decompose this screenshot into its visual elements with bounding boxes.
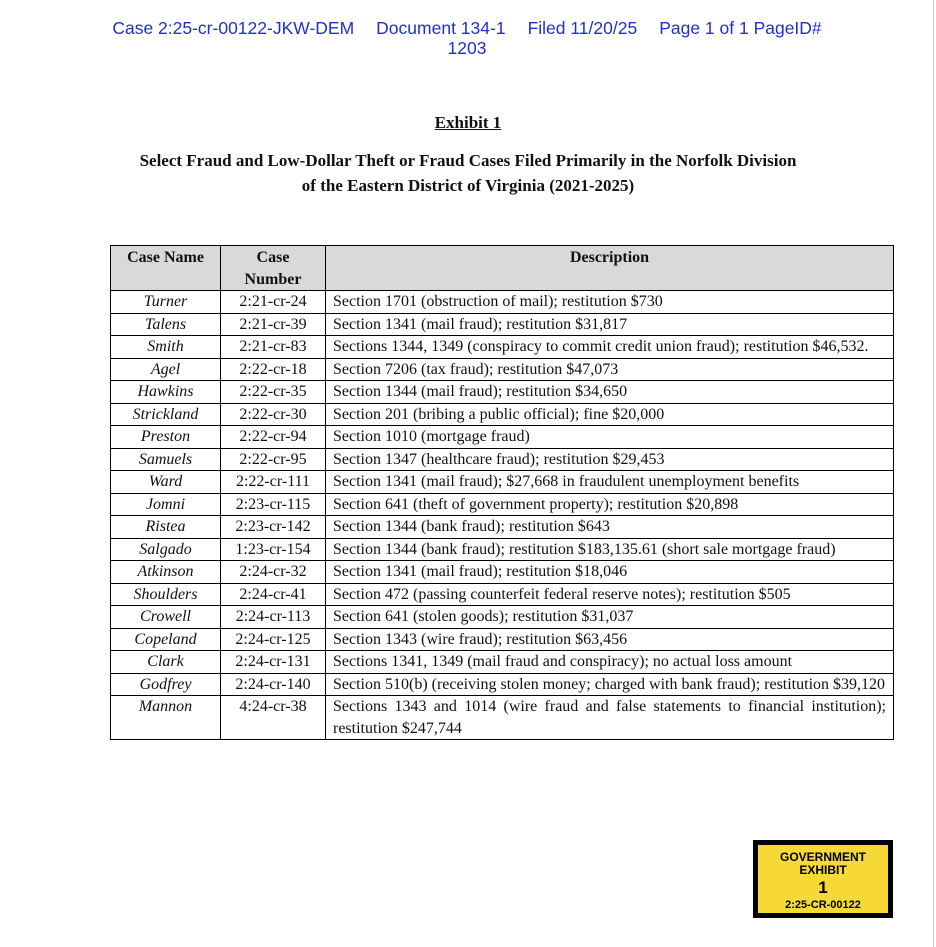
- table-row: [111, 628, 894, 651]
- case-name-cell: Jomni: [111, 493, 221, 516]
- header-pageid: 1203: [447, 38, 487, 58]
- title-line-1: Select Fraud and Low-Dollar Theft or Fraud Cases Filed Primarily in the Norfolk Division: [139, 151, 797, 170]
- exhibit-title: Exhibit 1: [434, 113, 502, 132]
- case-name-cell: Strickland: [111, 403, 221, 426]
- case-number-cell: 2:24-cr-140: [221, 673, 326, 696]
- description-cell: Section 1341 (mail fraud); $27,668 in fraudulent unemployment benefits: [326, 471, 894, 494]
- case-name-cell: Crowell: [111, 606, 221, 629]
- case-name-cell: Ristea: [111, 516, 221, 539]
- table-row: [111, 538, 894, 561]
- description-cell: Section 201 (bribing a public official); fine $20,000: [326, 403, 894, 426]
- header-filed: Filed 11/20/25: [527, 18, 638, 38]
- case-number-cell: 1:23-cr-154: [221, 538, 326, 561]
- case-name-cell: Godfrey: [111, 673, 221, 696]
- case-name-cell: Samuels: [111, 448, 221, 471]
- ecf-header: [82, 18, 852, 58]
- table-header-row: [111, 246, 894, 291]
- case-number-cell: 2:22-cr-18: [221, 358, 326, 381]
- case-name-cell: Copeland: [111, 628, 221, 651]
- description-cell: Sections 1344, 1349 (conspiracy to commit credit union fraud); restitution $46,532.: [326, 336, 894, 359]
- government-exhibit-stamp: [753, 840, 893, 918]
- description-cell: Section 510(b) (receiving stolen money; charged with bank fraud); restitution $39,120: [326, 673, 894, 696]
- stamp-line-2: EXHIBIT: [799, 863, 847, 877]
- case-name-cell: Agel: [111, 358, 221, 381]
- case-name-cell: Turner: [111, 291, 221, 314]
- table-row: [111, 381, 894, 404]
- case-number-cell: 2:24-cr-32: [221, 561, 326, 584]
- table-row: [111, 583, 894, 606]
- description-cell: Sections 1341, 1349 (mail fraud and conspiracy); no actual loss amount: [326, 651, 894, 674]
- header-case: Case 2:25-cr-00122-JKW-DEM: [112, 18, 355, 38]
- table-row: [111, 358, 894, 381]
- case-name-cell: Clark: [111, 651, 221, 674]
- case-number-cell: 2:23-cr-142: [221, 516, 326, 539]
- header-document: Document 134-1: [376, 18, 506, 38]
- case-number-cell: 2:22-cr-95: [221, 448, 326, 471]
- case-number-cell: 2:21-cr-39: [221, 313, 326, 336]
- case-name-cell: Hawkins: [111, 381, 221, 404]
- case-number-cell: 2:22-cr-35: [221, 381, 326, 404]
- document-title: [0, 148, 936, 198]
- case-number-cell: 2:21-cr-83: [221, 336, 326, 359]
- description-cell: Section 1010 (mortgage fraud): [326, 426, 894, 449]
- stamp-number: 1: [818, 878, 828, 897]
- case-name-cell: Salgado: [111, 538, 221, 561]
- description-cell: Section 1341 (mail fraud); restitution $18,046: [326, 561, 894, 584]
- case-number-cell: 2:24-cr-113: [221, 606, 326, 629]
- description-cell: Section 641 (theft of government property); restitution $20,898: [326, 493, 894, 516]
- table-row: [111, 426, 894, 449]
- description-cell: Section 1344 (bank fraud); restitution $183,135.61 (short sale mortgage fraud): [326, 538, 894, 561]
- table-row: [111, 561, 894, 584]
- cases-table: [110, 245, 894, 740]
- case-name-cell: Mannon: [111, 696, 221, 740]
- case-name-cell: Shoulders: [111, 583, 221, 606]
- table-row: [111, 291, 894, 314]
- description-cell: Section 7206 (tax fraud); restitution $47,073: [326, 358, 894, 381]
- description-cell: Sections 1343 and 1014 (wire fraud and false statements to financial institution); restitution $247,744: [326, 696, 894, 740]
- table-row: [111, 651, 894, 674]
- case-name-cell: Smith: [111, 336, 221, 359]
- header-case-number: Case Number: [221, 246, 326, 291]
- table-row: [111, 403, 894, 426]
- case-number-cell: 2:22-cr-94: [221, 426, 326, 449]
- description-cell: Section 641 (stolen goods); restitution $31,037: [326, 606, 894, 629]
- table-row: [111, 673, 894, 696]
- page-edge: [933, 0, 934, 947]
- case-number-cell: 2:22-cr-111: [221, 471, 326, 494]
- description-cell: Section 1344 (mail fraud); restitution $34,650: [326, 381, 894, 404]
- header-description: Description: [326, 246, 894, 291]
- case-number-cell: 2:24-cr-125: [221, 628, 326, 651]
- case-name-cell: Ward: [111, 471, 221, 494]
- table-row: [111, 606, 894, 629]
- case-name-cell: Atkinson: [111, 561, 221, 584]
- description-cell: Section 1701 (obstruction of mail); restitution $730: [326, 291, 894, 314]
- header-case-name: Case Name: [111, 246, 221, 291]
- case-number-cell: 2:24-cr-41: [221, 583, 326, 606]
- case-name-cell: Preston: [111, 426, 221, 449]
- case-number-cell: 2:23-cr-115: [221, 493, 326, 516]
- table-row: [111, 448, 894, 471]
- stamp-line-1: GOVERNMENT: [779, 850, 866, 864]
- case-number-cell: 2:24-cr-131: [221, 651, 326, 674]
- table-row: [111, 471, 894, 494]
- description-cell: Section 472 (passing counterfeit federal reserve notes); restitution $505: [326, 583, 894, 606]
- description-cell: Section 1344 (bank fraud); restitution $643: [326, 516, 894, 539]
- case-number-cell: 2:21-cr-24: [221, 291, 326, 314]
- stamp-case: 2:25-CR-00122: [785, 899, 861, 911]
- table-row: [111, 313, 894, 336]
- header-page: Page 1 of 1 PageID#: [659, 18, 822, 38]
- table-row: [111, 516, 894, 539]
- case-name-cell: Talens: [111, 313, 221, 336]
- table-row: [111, 696, 894, 740]
- case-number-cell: 2:22-cr-30: [221, 403, 326, 426]
- description-cell: Section 1343 (wire fraud); restitution $63,456: [326, 628, 894, 651]
- table-row: [111, 493, 894, 516]
- title-line-2: of the Eastern District of Virginia (2021-2025): [301, 176, 635, 195]
- description-cell: Section 1347 (healthcare fraud); restitution $29,453: [326, 448, 894, 471]
- case-number-cell: 4:24-cr-38: [221, 696, 326, 740]
- table-row: [111, 336, 894, 359]
- description-cell: Section 1341 (mail fraud); restitution $31,817: [326, 313, 894, 336]
